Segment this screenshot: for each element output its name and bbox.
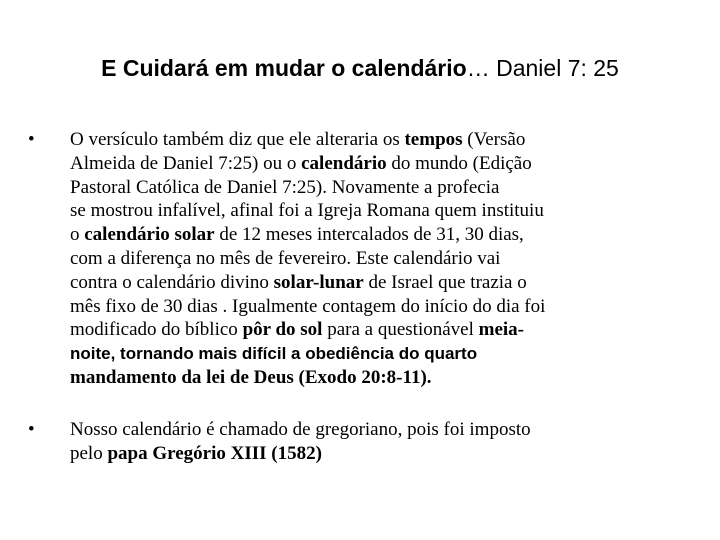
text-line <box>70 176 688 200</box>
bullet-item-2 <box>28 418 688 466</box>
text-run: de 12 meses intercalados de 31, 30 dias, <box>214 224 524 246</box>
text-line <box>70 318 688 342</box>
text-line <box>70 152 688 176</box>
title-bold-part: E Cuidará em mudar o calendário <box>101 55 467 81</box>
text-line <box>70 247 688 271</box>
text-run-bold: pôr do sol <box>242 319 323 341</box>
bullet-item-1 <box>28 128 688 390</box>
text-run: Almeida de Daniel 7:25) ou o <box>70 152 302 174</box>
text-line <box>70 442 688 466</box>
text-run: O versículo também diz que ele alteraria os <box>70 129 405 150</box>
text-run: se mostrou infalível, afinal foi a Igreja Romana quem instituiu <box>70 200 544 222</box>
text-run-bold: noite, tornando mais difícil a obediência do quarto <box>70 344 478 364</box>
text-run-bold: solar-lunar <box>273 271 364 293</box>
text-run: o <box>70 224 85 246</box>
text-line <box>70 128 688 152</box>
text-line <box>70 295 688 319</box>
text-line <box>70 418 688 442</box>
slide-title <box>0 52 720 84</box>
bullet-list <box>28 128 688 465</box>
text-run: modificado do bíblico <box>70 319 243 341</box>
text-run-bold: mandamento da lei de Deus (Exodo 20:8-11). <box>70 366 432 388</box>
text-run: do mundo (Edição <box>386 152 532 174</box>
text-line <box>70 271 688 295</box>
text-run: contra o calendário divino <box>70 271 274 293</box>
bullet-icon: • <box>28 418 35 440</box>
bullet-icon: • <box>28 129 35 150</box>
text-run-bold: tempos <box>404 129 463 150</box>
text-run: para a questionável <box>322 319 479 341</box>
text-line-bold <box>70 342 688 366</box>
text-run: (Versão <box>462 129 526 150</box>
text-run: mês fixo de 30 dias . Igualmente contagem do início do dia foi <box>70 295 546 317</box>
text-run-bold: calendário <box>301 152 387 174</box>
text-run-bold: calendário solar <box>84 224 215 246</box>
text-line <box>70 223 688 247</box>
text-run-bold: papa Gregório XIII (1582) <box>107 442 322 464</box>
text-run: Nosso calendário é chamado de gregoriano, pois foi imposto <box>70 418 531 440</box>
text-line-bold <box>70 366 688 390</box>
title-reference: … Daniel 7: 25 <box>466 55 619 81</box>
text-run: pelo <box>70 442 108 464</box>
text-run: com a diferença no mês de fevereiro. Este calendário vai <box>70 247 501 269</box>
text-run: de Israel que trazia o <box>363 271 527 293</box>
text-run-bold: meia- <box>478 319 524 341</box>
text-line <box>70 199 688 223</box>
text-run: Pastoral Católica de Daniel 7:25). Novamente a profecia <box>70 176 500 198</box>
